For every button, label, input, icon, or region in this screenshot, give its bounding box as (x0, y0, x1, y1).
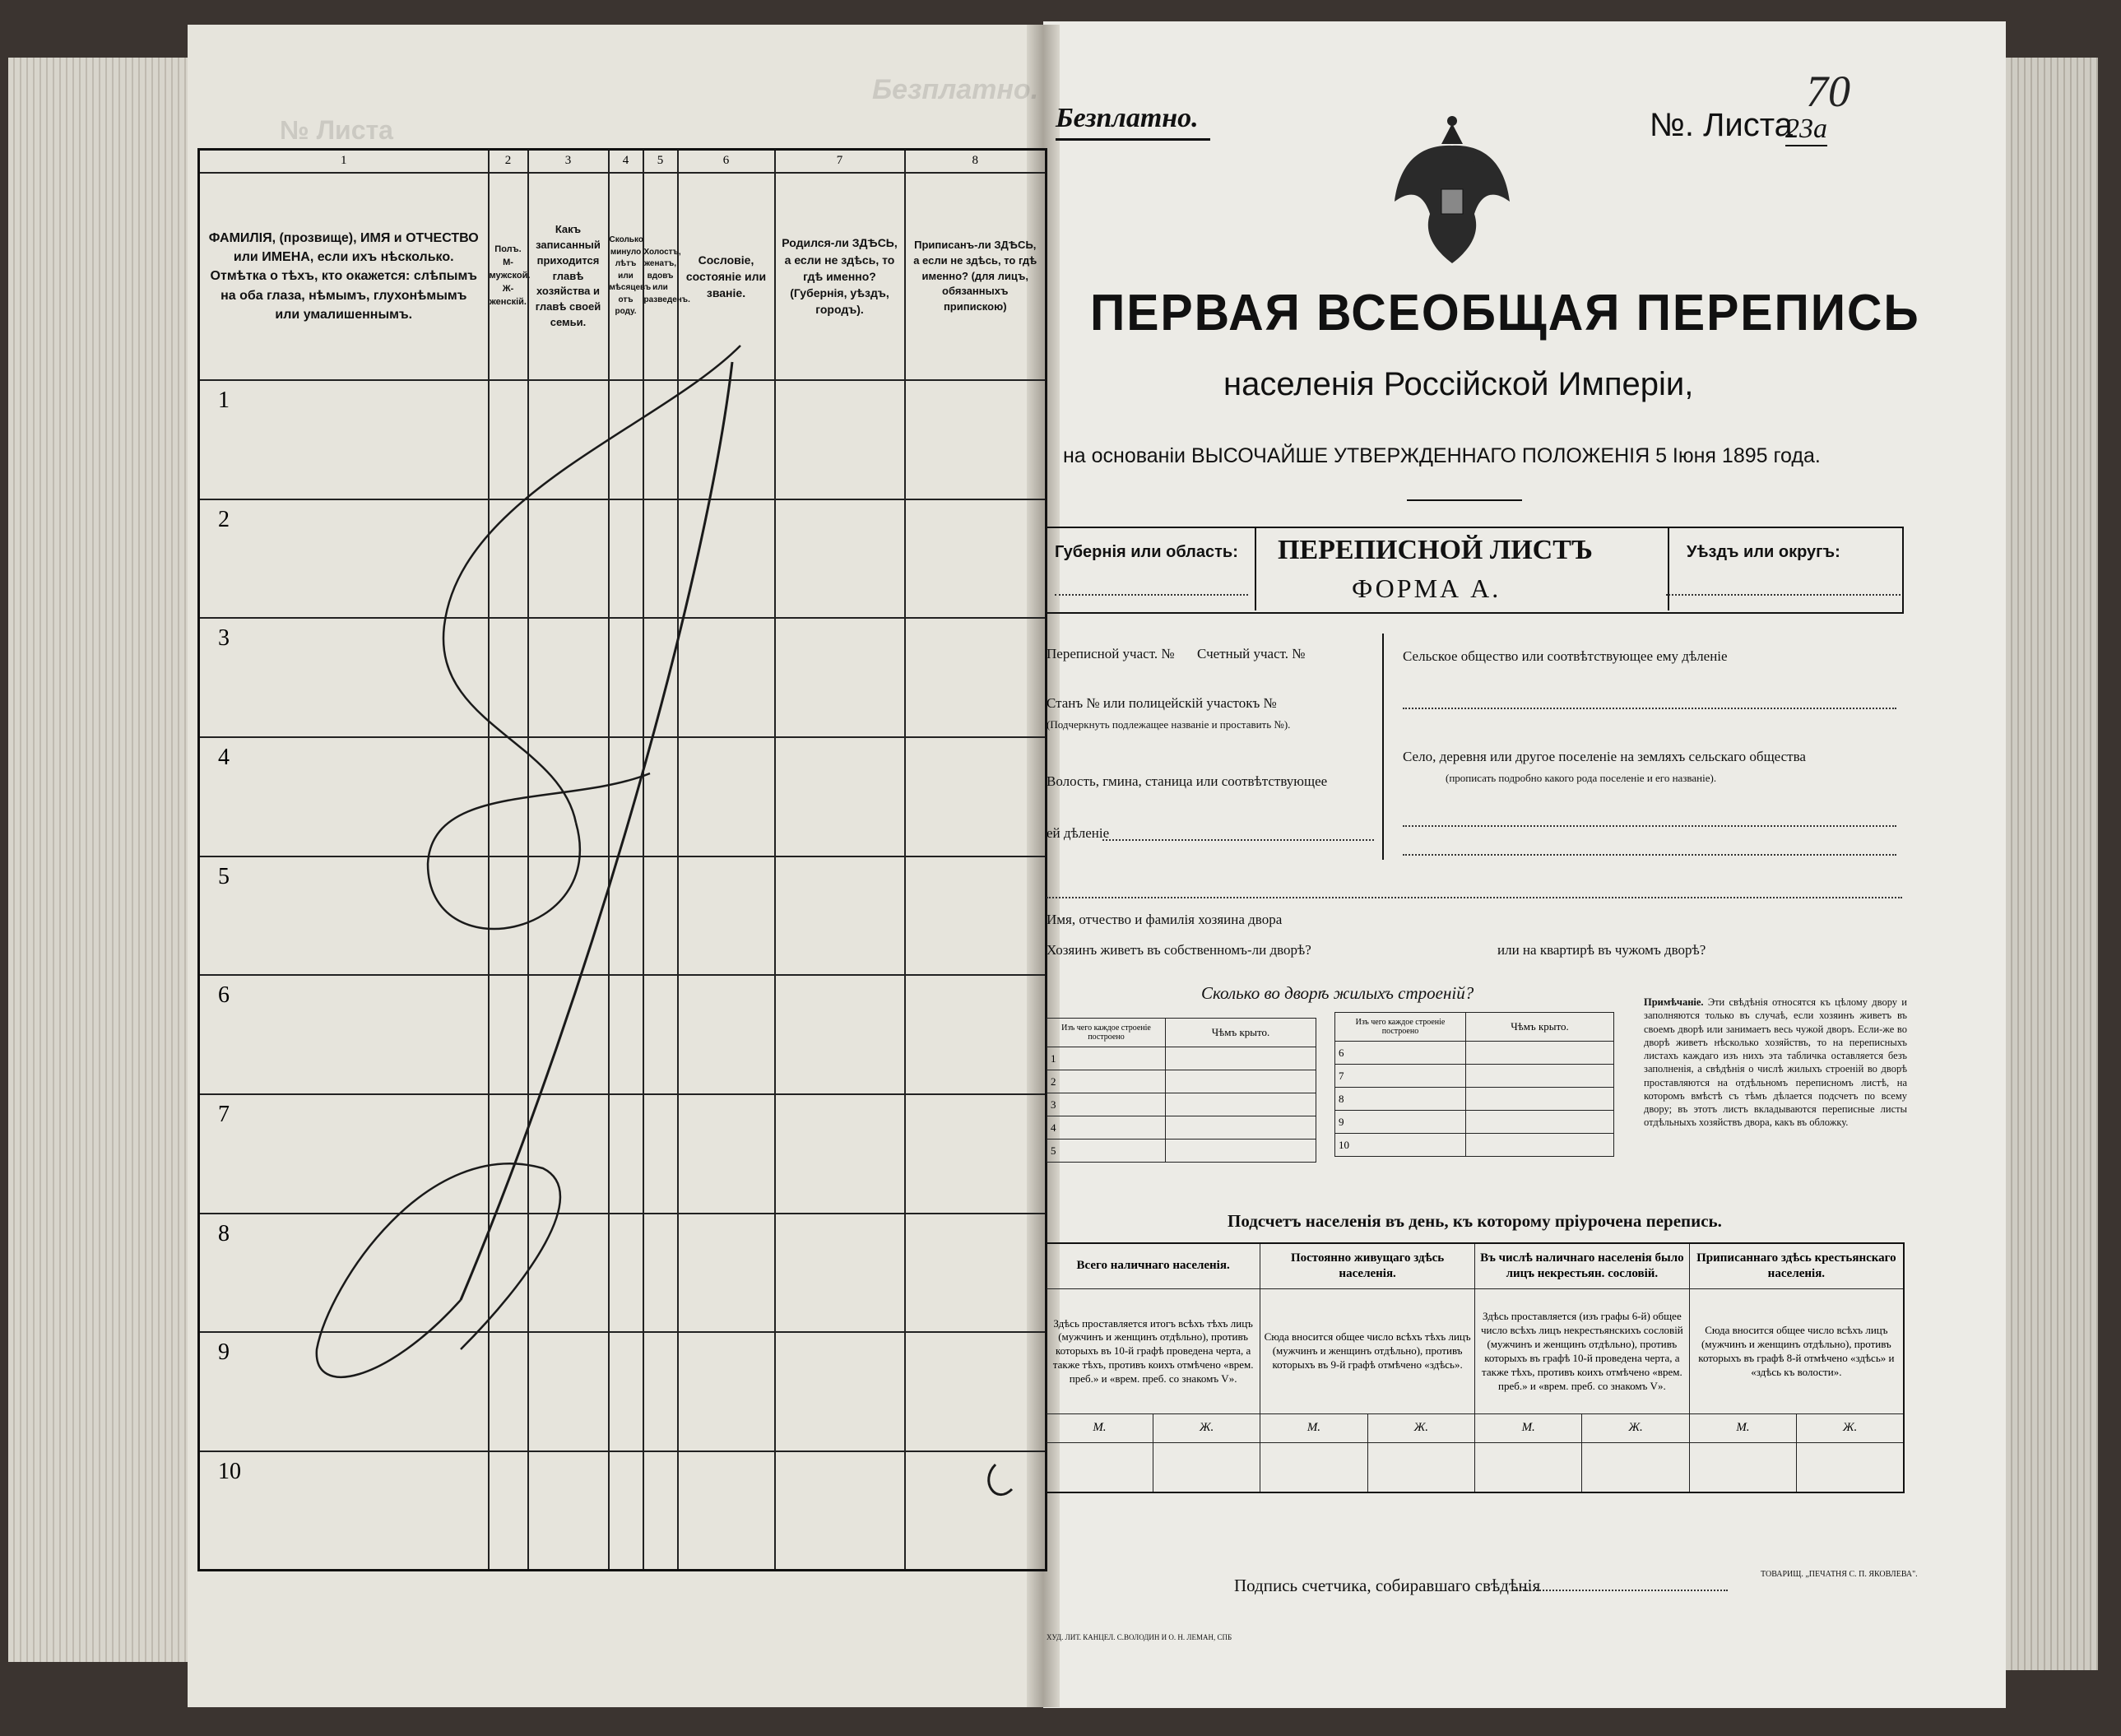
signature-line (1514, 1590, 1728, 1591)
district-line (1666, 594, 1901, 596)
or-apartment-line: или на квартирѣ въ чужомъ дворѣ? (1497, 942, 1706, 958)
building-header-material: Изъ чего каждое строеніе построено (1335, 1013, 1466, 1042)
building-cell (1466, 1088, 1614, 1111)
camp-line: Станъ № или полицейскій участокъ № (1047, 695, 1277, 711)
village-line: Село, деревня или другое поселеніе на земляхъ сельскаго общества (1403, 749, 1806, 764)
row-number: 6 (199, 975, 489, 1094)
sex-female: Ж. (1367, 1414, 1474, 1442)
building-row (1047, 1093, 1316, 1116)
document-subtitle: населенія Россійской Имперіи, (1223, 366, 1694, 402)
village-blank-line-1 (1403, 825, 1896, 827)
row-number: 10 (199, 1451, 489, 1571)
note-title: Примѣчаніе. (1644, 996, 1704, 1008)
sex-male: М. (1046, 1414, 1153, 1442)
counting-area-label: Счетный участ. № (1197, 646, 1306, 661)
form-subtitle: ФОРМА А. (1352, 573, 1501, 603)
column-header-registration: Приписанъ-ли ЗДѢСЬ, а если не здѣсь, то гдѣ именно? (для лицъ, обязанныхъ припискою) (905, 173, 1047, 380)
province-line (1055, 594, 1248, 596)
village-note: (прописать подробно какого рода поселеніе и его названіе). (1446, 772, 1717, 784)
lithographer-credit: ХУД. ЛИТ. КАНЦЕЛ. С.ВОЛОДИН И О. Н. ЛЕМАН, СПБ (1047, 1633, 1232, 1641)
signature-label: Подпись счетчика, собиравшаго свѣдѣнія (1234, 1576, 1541, 1595)
sex-male: М. (1475, 1414, 1582, 1442)
column-header-estate: Сословіе, состояніе или званіе. (678, 173, 775, 380)
free-underline (1056, 138, 1210, 141)
sex-female: Ж. (1797, 1414, 1904, 1442)
sheet-label: №. Листа (1650, 107, 1793, 143)
imperial-eagle-emblem (1390, 111, 1514, 267)
column-number: 3 (528, 150, 609, 173)
building-header-roof: Чѣмъ крыто. (1166, 1019, 1316, 1047)
legal-basis: на основаніи ВЫСОЧАЙШЕ УТВЕРЖДЕННАГО ПОЛОЖЕНІЯ 5 Іюня 1895 года. (1063, 444, 1821, 467)
column-number: 6 (678, 150, 775, 173)
building-row (1047, 1070, 1316, 1093)
buildings-question: Сколько во дворѣ жилыхъ строеній? (1201, 983, 1474, 1003)
building-row (1335, 1065, 1614, 1088)
pop-body-nonpeasant: Здѣсь проставляется (изъ графы 6-й) общее число всѣхъ лицъ некрестьянскихъ сословій (мужчинъ и женщинъ отдѣльно), противъ которыхъ въ графѣ 10-й проведена черта, а также тѣхъ, противъ коихъ отмѣчено «врем. преб.» и «врем. преб. со знакомъ V». (1475, 1289, 1690, 1414)
building-table-left (1047, 1018, 1316, 1163)
column-number: 7 (775, 150, 905, 173)
sex-female: Ж. (1153, 1414, 1260, 1442)
building-row (1335, 1042, 1614, 1065)
division-label: ей дѣленіе (1047, 825, 1110, 841)
building-row-number: 3 (1047, 1093, 1166, 1116)
pop-header-nonpeasant: Въ числѣ наличнаго населенія было лицъ некрестьян. сословій. (1475, 1243, 1690, 1289)
building-table-right (1334, 1012, 1614, 1157)
building-cell (1466, 1042, 1614, 1065)
building-row-number: 9 (1335, 1111, 1466, 1134)
building-cell (1166, 1140, 1316, 1163)
full-blank-line (1047, 897, 1902, 898)
pop-body-registered: Сюда вносится общее число всѣхъ лицъ (мужчинъ и женщинъ отдѣльно), противъ которыхъ въ графѣ 8-й отмѣчено «здѣсь» и «здѣсь къ волости». (1689, 1289, 1904, 1414)
society-blank-line (1403, 708, 1896, 709)
field-divider (1382, 634, 1384, 860)
row-number: 7 (199, 1094, 489, 1214)
sex-male: М. (1689, 1414, 1796, 1442)
free-label: Безплатно. (1056, 103, 1199, 133)
owner-line: Имя, отчество и фамилія хозяина двора (1047, 912, 1283, 927)
column-number: 5 (643, 150, 678, 173)
building-row (1047, 1047, 1316, 1070)
building-cell (1466, 1134, 1614, 1157)
building-row (1335, 1111, 1614, 1134)
note-text: Эти свѣдѣнія относятся къ цѣлому двору и заполняются только въ случаѣ, если хозяинъ живетъ въ своемъ дворѣ или занимаетъ весь чужой дворъ. Если-же во дворѣ живетъ нѣсколько хозяйствъ, то на переписныхъ листахъ каждаго изъ нихъ эта табличка оставляется безъ заполненія, а свѣдѣнія о числѣ жилыхъ строеній во дворѣ проставляются на отдѣльномъ переписномъ листѣ, на которомъ вмѣстѣ съ тѣмъ дѣлается подсчетъ по всему двору; въ этотъ листъ вкладываются переписные листы отдѣльныхъ хозяйствъ двора, какъ въ обложку. (1644, 996, 1907, 1129)
pop-header-permanent: Постоянно живущаго здѣсь населенія. (1260, 1243, 1475, 1289)
sheet-value: 23а (1785, 114, 1827, 146)
building-cell (1166, 1047, 1316, 1070)
folio-number: 70 (1806, 67, 1850, 116)
camp-note: (Подчеркнуть подлежащее названіе и проставить №). (1047, 718, 1291, 731)
building-row-number: 5 (1047, 1140, 1166, 1163)
building-cell (1466, 1065, 1614, 1088)
column-header-marital: Холостъ, женатъ, вдовъ или разведенъ. (643, 173, 678, 380)
column-number: 1 (199, 150, 489, 173)
column-header-age: Сколько минуло лѣтъ или мѣсяцевъ отъ роду. (609, 173, 643, 380)
column-header-sex: Полъ. М-мужской. Ж-женскій. (489, 173, 528, 380)
building-row (1047, 1116, 1316, 1140)
pop-body-total: Здѣсь проставляется итогъ всѣхъ тѣхъ лицъ (мужчинъ и женщинъ отдѣльно), противъ которыхъ въ 10-й графѣ проведена черта, а также тѣхъ, противъ коихъ отмѣчено «врем. преб.» и «врем. преб. со знакомъ V». (1046, 1289, 1260, 1414)
row-number: 4 (199, 737, 489, 856)
note-block (1644, 996, 1907, 1130)
row-number: 1 (199, 380, 489, 499)
building-row-number: 4 (1047, 1116, 1166, 1140)
building-row (1335, 1088, 1614, 1111)
building-cell (1166, 1070, 1316, 1093)
village-blank-line-2 (1403, 854, 1896, 856)
volost-line: Волость, гмина, станица или соотвѣтствующее (1047, 773, 1328, 789)
row-number: 2 (199, 499, 489, 619)
column-number: 4 (609, 150, 643, 173)
society-line: Сельское общество или соотвѣтствующее ему дѣленіе (1403, 648, 1728, 664)
row-number: 8 (199, 1214, 489, 1333)
pop-body-permanent: Сюда вносится общее число всѣхъ тѣхъ лицъ (мужчинъ и женщинъ отдѣльно), противъ которыхъ въ 9-й графѣ отмѣчено «здѣсь». (1260, 1289, 1475, 1414)
building-row-number: 8 (1335, 1088, 1466, 1111)
building-row (1047, 1140, 1316, 1163)
building-row-number: 6 (1335, 1042, 1466, 1065)
form-title: ПЕРЕПИСНОЙ ЛИСТЪ (1278, 535, 1593, 565)
document-title: ПЕРВАЯ ВСЕОБЩАЯ ПЕРЕПИСЬ (1090, 285, 1920, 341)
row-number: 5 (199, 856, 489, 976)
census-area-label: Переписной участ. № (1047, 646, 1175, 661)
row-number: 3 (199, 618, 489, 737)
building-row-number: 10 (1335, 1134, 1466, 1157)
sex-male: М. (1260, 1414, 1367, 1442)
building-row-number: 7 (1335, 1065, 1466, 1088)
row-number: 9 (199, 1332, 489, 1451)
division-line (1102, 839, 1374, 841)
building-header-material: Изъ чего каждое строеніе построено (1047, 1019, 1166, 1047)
building-header-roof: Чѣмъ крыто. (1466, 1013, 1614, 1042)
column-header-name: ФАМИЛІЯ, (прозвище), ИМЯ и ОТЧЕСТВО или ИМЕНА, если ихъ нѣсколько. Отмѣтка о тѣхъ, кто окажется: слѣпымъ на оба глаза, нѣмымъ, глухонѣмымъ или умалишеннымъ. (199, 173, 489, 380)
building-cell (1466, 1111, 1614, 1134)
owner-lives-line: Хозяинъ живетъ въ собственномъ-ли дворѣ? (1047, 942, 1311, 958)
building-row-number: 2 (1047, 1070, 1166, 1093)
building-cell (1166, 1116, 1316, 1140)
sex-female: Ж. (1582, 1414, 1689, 1442)
building-row (1335, 1134, 1614, 1157)
population-count-table (1045, 1242, 1905, 1493)
pop-header-total: Всего наличнаго населенія. (1046, 1243, 1260, 1289)
province-label: Губернія или область: (1055, 543, 1238, 561)
pop-count-title: Подсчетъ населенія въ день, къ которому пріурочена перепись. (1228, 1211, 1722, 1231)
column-number: 8 (905, 150, 1047, 173)
printer-credit: ТОВАРИЩ. „ПЕЧАТНЯ С. П. ЯКОВЛЕВА". (1761, 1570, 1918, 1579)
column-header-relation: Какъ записанный приходится главѣ хозяйства и главѣ своей семьи. (528, 173, 609, 380)
building-cell (1166, 1093, 1316, 1116)
column-header-birthplace: Родился-ли ЗДѢСЬ, а если не здѣсь, то гдѣ именно? (Губернія, уѣздъ, городъ). (775, 173, 905, 380)
building-row-number: 1 (1047, 1047, 1166, 1070)
column-number: 2 (489, 150, 528, 173)
pop-header-registered: Приписаннаго здѣсь крестьянскаго населенія. (1689, 1243, 1904, 1289)
ornament-divider (1407, 499, 1522, 501)
district-label: Уѣздъ или округъ: (1687, 543, 1840, 561)
